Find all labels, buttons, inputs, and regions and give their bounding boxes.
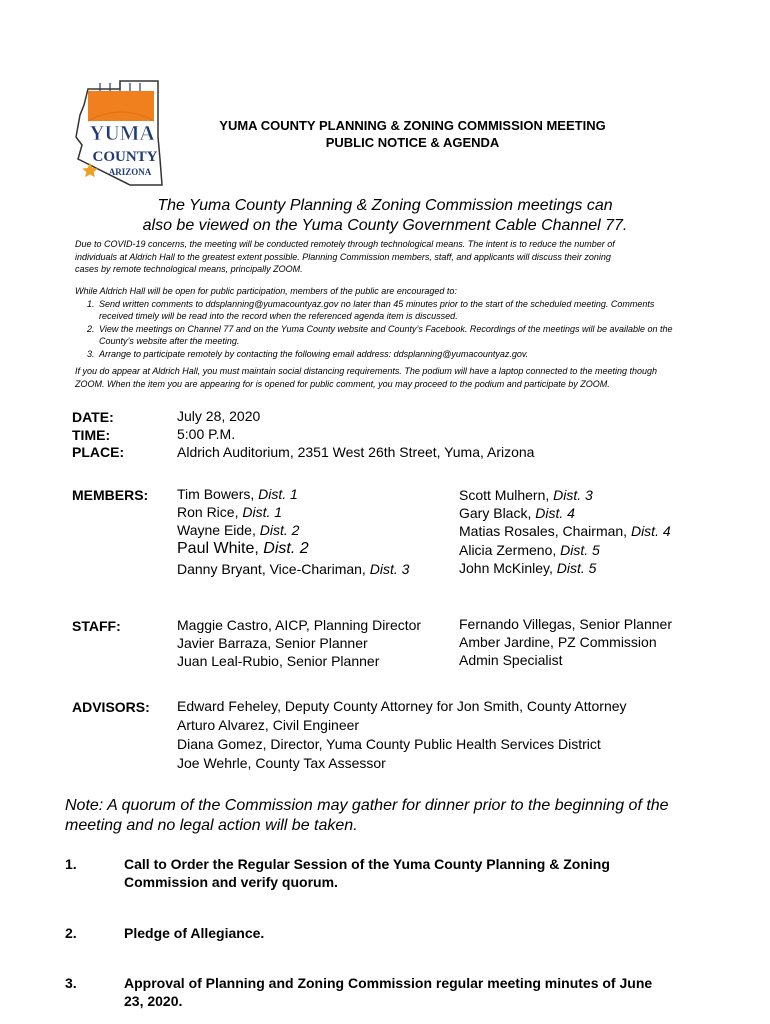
member-district: Dist. 5 (556, 560, 597, 576)
date-label: DATE: (72, 409, 114, 425)
note-line-2: meeting and no legal action will be taken. (65, 817, 358, 834)
agenda-item-text (124, 974, 704, 1010)
time-value: 5:00 P.M. (177, 426, 236, 442)
advisors-label: ADVISORS: (72, 699, 150, 715)
agenda-line: Approval of Planning and Zoning Commission regular meeting minutes of June (124, 975, 653, 991)
place-value: Aldrich Auditorium, 2351 West 26th Street, Yuma, Arizona (177, 444, 535, 460)
member-name: Paul White, (177, 540, 264, 557)
staff-entry: Fernando Villegas, Senior Planner (459, 616, 672, 632)
covid-line-2: individuals at Aldrich Hall to the greatest extent possible. Planning Commission members, staff, and applicants will discuss their zoning (75, 251, 611, 262)
public-participation (75, 285, 745, 360)
agenda-item-text (124, 924, 704, 942)
staff-right-column (459, 615, 672, 669)
advisor-entry: Diana Gomez, Director, Yuma County Public Health Services District (177, 736, 601, 752)
members-label: MEMBERS: (72, 487, 149, 503)
member-district: Dist. 3 (553, 487, 593, 503)
member-name: Matias Rosales, Chairman, (459, 523, 631, 539)
member-name: Scott Mulhern, (459, 487, 554, 503)
staff-entry: Javier Barraza, Senior Planner (177, 635, 368, 651)
member-district: Dist. 3 (369, 561, 410, 577)
member-entry (459, 559, 671, 577)
member-district: Dist. 1 (242, 504, 283, 520)
page-title (180, 117, 645, 151)
member-entry (459, 522, 671, 541)
list-item-line: County’s website after the meeting. (99, 336, 240, 346)
member-district: Dist. 2 (263, 540, 309, 557)
advisor-entry: Joe Wehrle, County Tax Assessor (177, 755, 386, 771)
member-name: Tim Bowers, (177, 486, 259, 502)
advisor-entry: Edward Feheley, Deputy County Attorney for Jon Smith, County Attorney (177, 698, 627, 714)
member-name: John McKinley, (459, 560, 557, 576)
list-item (97, 323, 745, 348)
ifyou-line-2: ZOOM. When the item you are appearing for is opened for public comment, you may proceed to the podium and participate by ZOOM. (75, 378, 610, 389)
yuma-county-logo (70, 77, 170, 189)
list-item-line: 1. Send written comments to ddsplanning@yumacountyaz.gov no later than 45 minutes prior to the start of the scheduled meeting. Comments (99, 298, 655, 309)
list-item-line: 3. Arrange to participate remotely by contacting the following email address: ddsplanning@yumacountyaz.gov. (99, 348, 529, 359)
list-item-line: 2. View the meetings on Channel 77 and on the Yuma County website and County’s Facebook. Recordings of the meetings will be available on the (99, 323, 673, 334)
logo-line3: ARIZONA (108, 167, 152, 177)
member-entry (177, 503, 409, 521)
list-item (97, 348, 745, 361)
title-line-1: YUMA COUNTY PLANNING & ZONING COMMISSION MEETING (219, 118, 606, 133)
members-right-column (459, 486, 671, 577)
member-entry (177, 485, 409, 503)
staff-entry: Amber Jardine, PZ Commission (459, 634, 657, 650)
participation-list (75, 298, 745, 361)
agenda-item-number: 2. (65, 925, 77, 941)
agenda-line: Call to Order the Regular Session of the Yuma County Planning & Zoning (124, 856, 610, 872)
staff-left-column (177, 616, 421, 670)
date-value: July 28, 2020 (177, 408, 261, 424)
member-entry (177, 560, 409, 578)
member-entry (459, 486, 671, 504)
member-entry (177, 539, 409, 560)
member-name: Alicia Zermeno, (459, 542, 561, 558)
staff-label: STAFF: (72, 618, 121, 634)
member-entry (459, 541, 671, 559)
channel-banner (80, 196, 690, 236)
member-entry (459, 504, 671, 522)
logo-line2: COUNTY (92, 149, 158, 165)
quorum-note (65, 796, 705, 836)
members-left-column (177, 485, 409, 578)
staff-entry: Maggie Castro, AICP, Planning Director (177, 617, 422, 633)
member-name: Danny Bryant, Vice-Chariman, (177, 561, 370, 577)
agenda-item-text (124, 855, 704, 891)
agenda-item-number: 1. (65, 856, 77, 872)
distancing-notice (75, 365, 735, 390)
member-name: Ron Rice, (177, 504, 243, 520)
agenda-line: Pledge of Allegiance. (124, 925, 265, 941)
agenda-line: Commission and verify quorum. (124, 874, 338, 890)
title-line-2: PUBLIC NOTICE & AGENDA (325, 135, 500, 150)
banner-line-1: The Yuma County Planning & Zoning Commission meetings can (157, 197, 613, 214)
banner-line-2: also be viewed on the Yuma County Government Cable Channel 77. (142, 217, 628, 234)
advisors-list (177, 697, 627, 773)
member-district: Dist. 5 (560, 542, 600, 558)
member-district: Dist. 1 (258, 486, 298, 502)
logo-line1: YUMA (89, 121, 155, 145)
member-district: Dist. 4 (630, 523, 671, 539)
place-label: PLACE: (72, 444, 125, 460)
note-line-1: Note: A quorum of the Commission may gather for dinner prior to the beginning of the (65, 797, 669, 814)
advisor-entry: Arturo Alvarez, Civil Engineer (177, 717, 360, 733)
covid-line-1: Due to COVID-19 concerns, the meeting will be conducted remotely through technological means. The intent is to reduce the number of (75, 239, 615, 249)
list-item (97, 298, 745, 323)
staff-entry: Admin Specialist (459, 652, 563, 668)
member-name: Wayne Eide, (177, 522, 260, 538)
covid-notice (75, 238, 685, 276)
member-entry (177, 521, 409, 539)
participation-intro: While Aldrich Hall will be open for public participation, members of the public are encouraged to: (75, 286, 457, 296)
covid-line-3: cases by remote technological means, principally ZOOM. (75, 264, 303, 274)
member-name: Gary Black, (459, 505, 536, 521)
member-district: Dist. 4 (535, 505, 575, 521)
ifyou-line-1: If you do appear at Aldrich Hall, you must maintain social distancing requirements. The podium will have a laptop connected to the meeting though (75, 366, 657, 376)
time-label: TIME: (72, 427, 111, 443)
list-item-line: received timely will be read into the record when the referenced agenda item is discussed. (99, 311, 458, 321)
agenda-line: 23, 2020. (124, 993, 183, 1009)
staff-entry: Juan Leal-Rubio, Senior Planner (177, 653, 380, 669)
member-district: Dist. 2 (259, 522, 300, 538)
agenda-item-number: 3. (65, 975, 77, 991)
